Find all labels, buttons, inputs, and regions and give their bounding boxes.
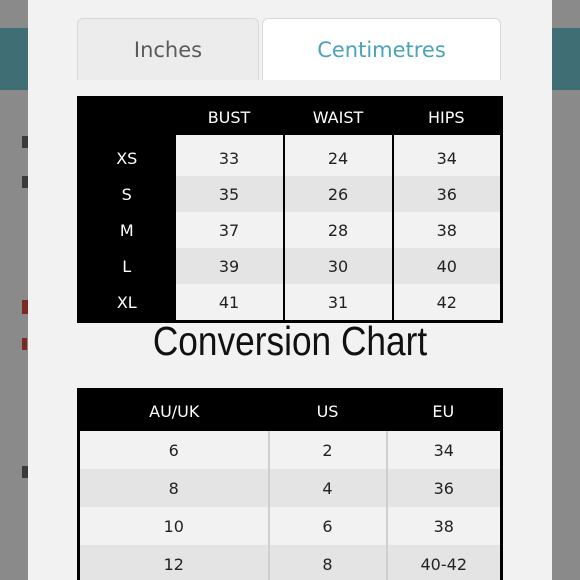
unit-tabs bbox=[77, 18, 501, 80]
hips-value: 42 bbox=[393, 284, 502, 322]
bust-value: 39 bbox=[175, 248, 284, 284]
au-uk-value: 10 bbox=[163, 516, 184, 536]
size-header-corner bbox=[79, 98, 175, 136]
bust-value: 35 bbox=[175, 176, 284, 212]
waist-value: 30 bbox=[284, 248, 393, 284]
conversion-header-row bbox=[79, 390, 502, 432]
column-header-hips: HIPS bbox=[393, 98, 502, 136]
au-uk-value: 12 bbox=[79, 545, 269, 580]
table-row bbox=[79, 507, 502, 545]
table-row bbox=[79, 248, 502, 284]
size-chart-table bbox=[77, 96, 503, 323]
hips-value: 34 bbox=[393, 135, 502, 176]
conversion-chart-table bbox=[77, 388, 503, 580]
us-value: 2 bbox=[269, 431, 387, 469]
size-label: XS bbox=[79, 135, 175, 176]
column-header-au-uk: AU/UK bbox=[79, 390, 269, 432]
size-label: L bbox=[79, 248, 175, 284]
table-row bbox=[79, 469, 502, 507]
eu-value: 40-42 bbox=[387, 545, 502, 580]
eu-value: 36 bbox=[387, 469, 502, 507]
background-red-mark bbox=[22, 338, 27, 350]
table-row bbox=[79, 135, 502, 176]
waist-value: 24 bbox=[284, 135, 393, 176]
waist-value: 31 bbox=[284, 284, 393, 322]
au-uk-value: 8 bbox=[79, 469, 269, 507]
conversion-chart-title: Conversion Chart bbox=[152, 318, 428, 364]
bust-value: 37 bbox=[175, 212, 284, 248]
column-header-us: US bbox=[269, 390, 387, 432]
size-label: M bbox=[79, 212, 175, 248]
size-guide-modal bbox=[28, 0, 552, 580]
bust-value: 41 bbox=[175, 284, 284, 322]
au-uk-value: 6 bbox=[168, 440, 179, 460]
us-value: 6 bbox=[269, 507, 387, 545]
us-value: 8 bbox=[269, 545, 387, 580]
size-label: S bbox=[79, 176, 175, 212]
table-row bbox=[79, 545, 502, 580]
eu-value: 34 bbox=[387, 431, 502, 469]
us-value: 4 bbox=[269, 469, 387, 507]
waist-value: 28 bbox=[284, 212, 393, 248]
column-header-eu: EU bbox=[387, 390, 502, 432]
hips-value: 36 bbox=[393, 176, 502, 212]
table-row bbox=[79, 284, 502, 322]
hips-value: 38 bbox=[393, 212, 502, 248]
size-chart-header-row bbox=[79, 98, 502, 136]
column-header-bust: BUST bbox=[175, 98, 284, 136]
tab-centimetres[interactable]: Centimetres bbox=[262, 18, 501, 80]
hips-value: 40 bbox=[393, 248, 502, 284]
size-label: XL bbox=[79, 284, 175, 322]
eu-value: 38 bbox=[387, 507, 502, 545]
table-row bbox=[79, 176, 502, 212]
waist-value: 26 bbox=[284, 176, 393, 212]
table-row bbox=[79, 431, 502, 469]
column-header-waist: WAIST bbox=[284, 98, 393, 136]
tab-inches[interactable]: Inches bbox=[77, 18, 259, 80]
table-row bbox=[79, 212, 502, 248]
bust-value: 33 bbox=[175, 135, 284, 176]
